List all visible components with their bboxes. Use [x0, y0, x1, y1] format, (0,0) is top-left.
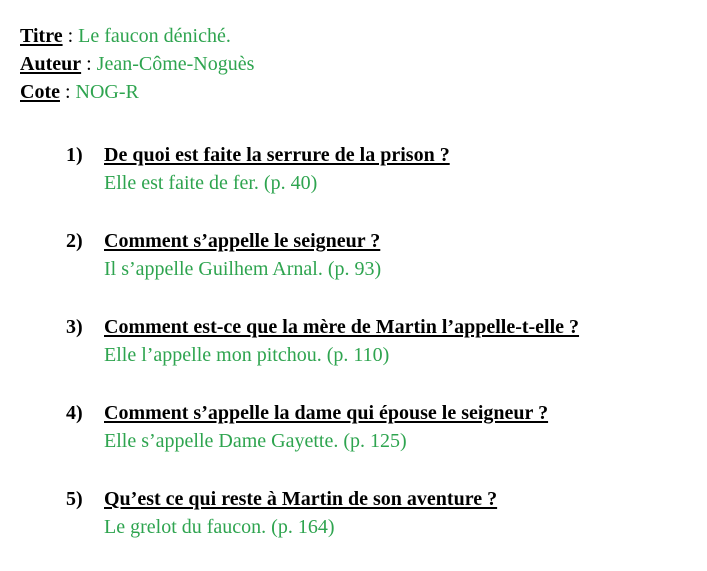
question-number: 4) — [66, 402, 83, 424]
answer-text: Il s’appelle Guilhem Arnal. (p. 93) — [104, 258, 382, 280]
answer-text: Elle s’appelle Dame Gayette. (p. 125) — [104, 430, 407, 452]
title-label: Titre — [20, 25, 63, 47]
book-metadata — [20, 22, 254, 106]
question-item — [66, 313, 696, 399]
question-text: Comment s’appelle la dame qui épouse le seigneur ? — [104, 402, 549, 424]
author-line — [20, 50, 254, 78]
call-number-label: Cote — [20, 81, 60, 103]
question-item — [66, 485, 696, 571]
author-label: Auteur — [20, 53, 82, 75]
question-item — [66, 141, 696, 227]
answer-text: Le grelot du faucon. (p. 164) — [104, 516, 335, 538]
question-text: De quoi est faite la serrure de la prison ? — [104, 144, 450, 166]
question-number: 1) — [66, 144, 83, 166]
question-text: Comment s’appelle le seigneur ? — [104, 230, 381, 252]
answer-text: Elle l’appelle mon pitchou. (p. 110) — [104, 344, 390, 366]
question-text: Comment est-ce que la mère de Martin l’appelle-t-elle ? — [104, 316, 580, 338]
question-number: 2) — [66, 230, 83, 252]
call-number-line — [20, 78, 254, 106]
question-item — [66, 227, 696, 313]
title-line — [20, 22, 254, 50]
question-number: 5) — [66, 488, 83, 510]
call-number-value: NOG-R — [75, 81, 139, 103]
title-value: Le faucon déniché. — [78, 25, 231, 47]
question-list — [66, 141, 696, 571]
call-number-separator: : — [59, 81, 76, 103]
question-number: 3) — [66, 316, 83, 338]
title-separator: : — [62, 25, 79, 47]
answer-text: Elle est faite de fer. (p. 40) — [104, 172, 318, 194]
question-text: Qu’est ce qui reste à Martin de son aventure ? — [104, 488, 498, 510]
question-item — [66, 399, 696, 485]
author-value: Jean-Côme-Noguès — [96, 53, 255, 75]
author-separator: : — [81, 53, 97, 75]
